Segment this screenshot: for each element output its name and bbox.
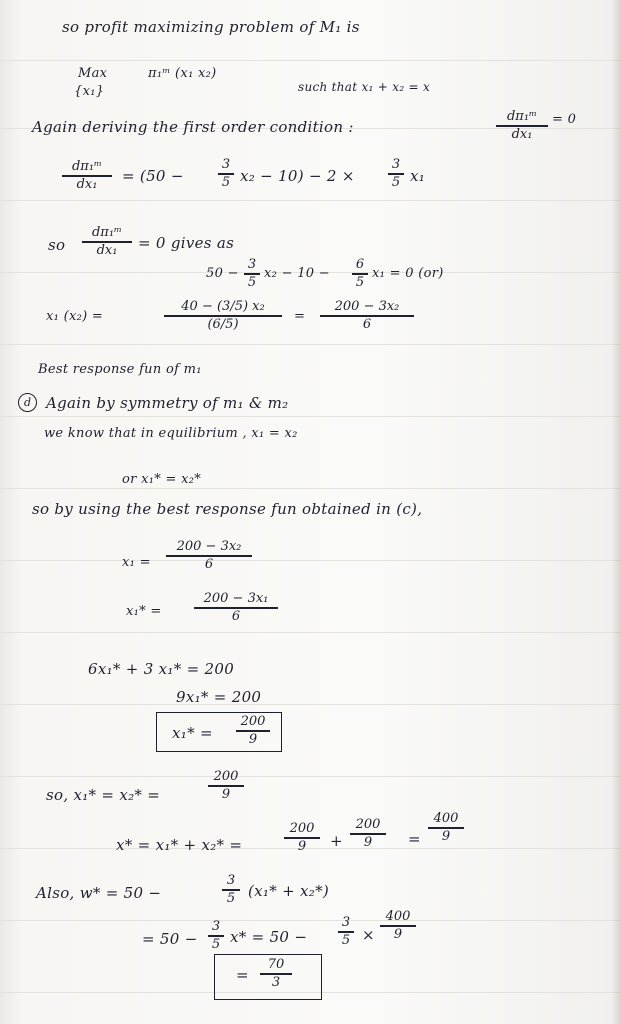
numerator: dπ₁ᵐ <box>71 159 103 174</box>
best-response-caption: Best response fun of m₁ <box>38 362 202 377</box>
x1-star-lhs: x₁* = <box>126 604 162 619</box>
numerator: 200 <box>289 821 315 836</box>
gives-text: = 0 gives as <box>138 234 235 252</box>
denominator: 6 <box>362 316 372 332</box>
derivative-expression-part: = (50 − <box>122 167 184 185</box>
denominator: 9 <box>297 838 307 854</box>
heading-line: so profit maximizing problem of M₁ is <box>62 18 360 36</box>
so-label: so <box>48 236 66 254</box>
plus-sign: + <box>330 832 343 850</box>
times-sign: × <box>362 926 375 944</box>
constraint-text: such that x₁ + x₂ = x <box>298 80 431 94</box>
derivative-expression-part: x₁ <box>410 167 426 185</box>
ruled-line <box>0 920 621 921</box>
numerator: dπ₁ᵐ <box>91 225 123 240</box>
derivative-fraction <box>62 160 112 192</box>
fraction-six-fifths <box>352 258 368 290</box>
numerator: dπ₁ᵐ <box>506 109 538 124</box>
denominator: 5 <box>226 890 236 906</box>
equation-part: 50 − <box>206 266 239 281</box>
wage-step: = 50 − <box>142 930 198 948</box>
numerator: 3 <box>391 157 401 172</box>
denominator: 6 <box>204 556 214 572</box>
equals-sign: = <box>408 830 421 848</box>
equilibrium-equality: or x₁* = x₂* <box>122 472 202 487</box>
choice-variable: {x₁} <box>74 84 105 99</box>
best-response-simplified <box>320 300 414 332</box>
denominator: 3 <box>271 974 281 990</box>
using-best-response-line: so by using the best response fun obtained in (c), <box>32 500 423 518</box>
denominator: 9 <box>441 828 451 844</box>
numerator: 3 <box>221 157 231 172</box>
denominator: 5 <box>355 274 365 290</box>
fraction-three-fifths <box>208 920 224 952</box>
ruled-line <box>0 776 621 777</box>
numerator: 200 − 3x₁ <box>203 591 269 606</box>
equals-zero: = 0 <box>552 112 577 127</box>
foc-derivative-fraction <box>496 110 548 142</box>
wage-lhs: Also, w* = 50 − <box>36 884 162 902</box>
numerator: 3 <box>226 873 236 888</box>
denominator: 9 <box>393 926 403 942</box>
equation-part: x₁ = 0 (or) <box>372 266 444 281</box>
equals-sign: = <box>294 309 306 324</box>
denominator: (6/5) <box>207 316 239 332</box>
ruled-line <box>0 344 621 345</box>
ruled-line <box>0 632 621 633</box>
ruled-line <box>0 560 621 561</box>
denominator: 9 <box>248 731 258 747</box>
numerator: 200 − 3x₂ <box>176 539 242 554</box>
ruled-line <box>0 416 621 417</box>
fraction-four-hundred-ninths <box>380 910 416 942</box>
numerator: 3 <box>341 915 351 930</box>
best-response-fraction <box>164 300 282 332</box>
denominator: 5 <box>221 174 231 190</box>
symmetry-line: Again by symmetry of m₁ & m₂ <box>46 394 289 412</box>
page-edge-shadow <box>611 0 621 1024</box>
ruled-line <box>0 60 621 61</box>
ruled-line <box>0 200 621 201</box>
numerator: 200 − 3x₂ <box>334 299 400 314</box>
numerator: 400 <box>433 811 459 826</box>
denominator: dx₁ <box>76 176 98 192</box>
numerator: 70 <box>267 957 285 972</box>
numerator: 400 <box>385 909 411 924</box>
max-label: Max <box>78 66 108 81</box>
fraction-three-fifths <box>222 874 240 906</box>
denominator: 5 <box>391 174 401 190</box>
numerator: 3 <box>247 257 257 272</box>
denominator: 9 <box>363 834 373 850</box>
numerator: 200 <box>355 817 381 832</box>
derivative-fraction <box>82 226 132 258</box>
numerator: 40 − (3/5) x₂ <box>181 299 265 314</box>
denominator: 5 <box>211 936 221 952</box>
derivative-expression-part: x₂ − 10) − 2 × <box>240 167 355 185</box>
total-fraction-3 <box>428 812 464 844</box>
wage-step: x* = 50 − <box>230 928 308 946</box>
fraction-three-fifths <box>338 916 354 948</box>
nine-x-equation: 9x₁* = 200 <box>176 688 262 706</box>
denominator: dx₁ <box>96 242 118 258</box>
numerator: 6 <box>355 257 365 272</box>
x1-star-result-lhs: x₁* = <box>172 724 213 742</box>
equals-sign: = <box>236 966 249 984</box>
best-response-lhs: x₁ (x₂) = <box>46 309 104 324</box>
total-fraction-1 <box>284 822 320 854</box>
ruled-line <box>0 488 621 489</box>
equilibrium-quantities: so, x₁* = x₂* = <box>46 786 161 804</box>
equation-part: x₂ − 10 − <box>264 266 330 281</box>
combined-equation: 6x₁* + 3 x₁* = 200 <box>88 660 235 678</box>
denominator: 6 <box>231 608 241 624</box>
foc-intro: Again deriving the first order condition : <box>32 118 354 136</box>
total-quantity-lhs: x* = x₁* + x₂* = <box>116 836 243 854</box>
part-d-marker: d <box>18 393 37 412</box>
x1-star-result-fraction <box>236 715 270 747</box>
denominator: 5 <box>247 274 257 290</box>
ruled-line <box>0 704 621 705</box>
total-fraction-2 <box>350 818 386 850</box>
objective-expression: π₁ᵐ (x₁ x₂) <box>148 66 217 81</box>
x1-fraction <box>166 540 252 572</box>
x1-star-fraction <box>194 592 278 624</box>
fraction-three-fifths <box>218 158 234 190</box>
fraction-three-fifths <box>388 158 404 190</box>
wage-sum-term: (x₁* + x₂*) <box>248 882 330 900</box>
numerator: 3 <box>211 919 221 934</box>
wage-result-fraction <box>260 958 292 990</box>
denominator: 5 <box>341 932 351 948</box>
quantity-fraction <box>208 770 244 802</box>
fraction-three-fifths <box>244 258 260 290</box>
equilibrium-line: we know that in equilibrium , x₁ = x₂ <box>44 426 298 441</box>
numerator: 200 <box>213 769 239 784</box>
numerator: 200 <box>240 714 266 729</box>
x1-lhs: x₁ = <box>122 555 151 570</box>
denominator: dx₁ <box>511 126 533 142</box>
denominator: 9 <box>221 786 231 802</box>
